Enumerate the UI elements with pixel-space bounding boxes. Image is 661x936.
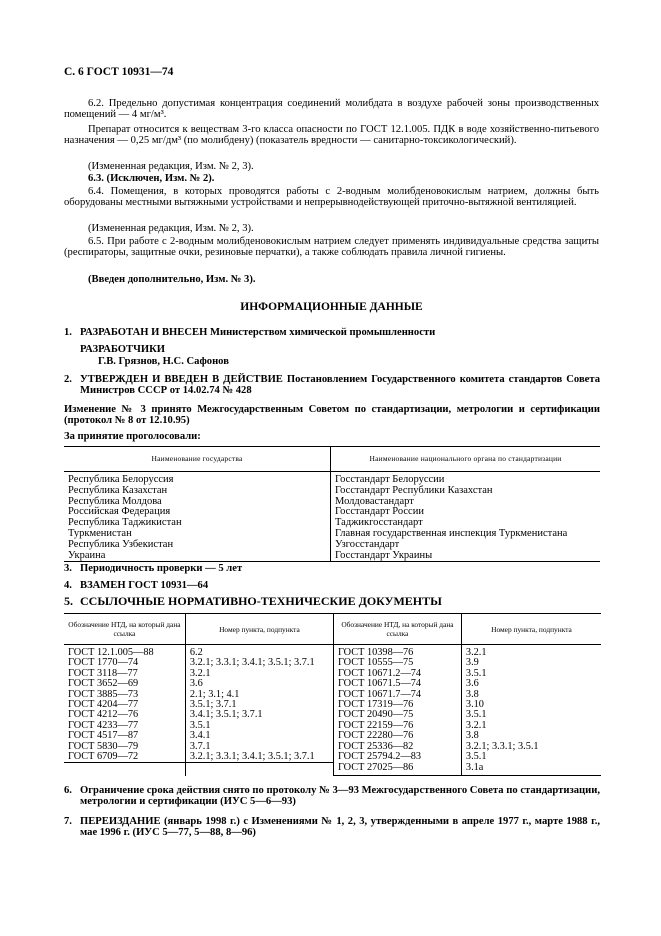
paragraph-6-5: 6.5. При работе с 2-водным молибденовокислым натрием следует применять индивидуальные средства защиты (респираторы, защитные очки, резиновые перчатки), а также соблюдать правила личной гигиены.: [64, 236, 599, 259]
states-table: [64, 446, 600, 562]
clause-cell: 3.8: [465, 730, 479, 742]
table-row: [64, 645, 601, 659]
item-text: ССЫЛОЧНЫЕ НОРМАТИВНО-ТЕХНИЧЕСКИЕ ДОКУМЕНТЫ: [80, 594, 442, 608]
clause-cell: [185, 763, 333, 776]
table-row: [64, 721, 601, 731]
ref-doc-cell: ГОСТ 10555—75: [333, 658, 461, 668]
ref-doc-cell: ГОСТ 4517—87: [64, 731, 185, 741]
ref-doc-cell: ГОСТ 3118—77: [64, 669, 185, 679]
table-row: [64, 742, 601, 752]
standards-body-cell: Таджикгосстандарт: [335, 517, 423, 529]
paragraph-6-4-note: (Измененная редакция, Изм. № 2, 3).: [88, 223, 254, 234]
ref-doc-cell: ГОСТ 22280—76: [333, 731, 461, 741]
ref-doc-cell: ГОСТ 10671.2—74: [333, 669, 461, 679]
clause-cell: 3.10: [465, 699, 484, 711]
info-item-2: [64, 374, 600, 397]
ref-doc-cell: ГОСТ 25794.2—83: [333, 752, 461, 763]
table-row: [64, 752, 601, 763]
item-number: 2.: [64, 374, 72, 385]
table-row: [64, 658, 601, 668]
item-text: Ограничение срока действия снято по протоколу № 3—93 Межгосударственного Совета по стандартизации, метрологии и сертификации (ИУС 5—6—93): [80, 785, 600, 808]
header-clause-1: Номер пункта, подпункта: [185, 614, 333, 645]
clause-cell: 3.8: [465, 688, 479, 700]
ref-doc-cell: ГОСТ 12.1.005—88: [64, 645, 185, 659]
table-row: [64, 472, 600, 486]
clause-cell: 3.5.1: [465, 751, 487, 763]
clause-cell: 3.2.1: [465, 647, 487, 658]
clause-cell: 3.2.1; 3.3.1; 3.4.1; 3.5.1; 3.7.1: [185, 752, 333, 763]
change-3-note: Изменение № 3 принято Межгосударственным Советом по стандартизации, метрологии и сертификации (протокол № 8 от 12.10.95): [64, 404, 600, 427]
item-number: 5.: [64, 594, 73, 608]
info-item-4: [64, 580, 208, 591]
item-text: РАЗРАБОТАН И ВНЕСЕН Министерством химической промышленности: [80, 327, 436, 338]
item-number: 1.: [64, 327, 72, 338]
table-header-row: [64, 614, 601, 645]
clause-cell: 3.2.1: [185, 669, 333, 679]
header-state: Наименование государства: [64, 447, 331, 472]
clause-cell: 3.6: [185, 679, 333, 689]
paragraph-6-3: 6.3. (Исключен, Изм. № 2).: [88, 173, 215, 184]
clause-cell: 3.1а: [461, 763, 601, 776]
table-row: [64, 486, 600, 497]
clause-cell: 3.7.1: [185, 742, 333, 752]
clause-cell: 3.2.1; 3.3.1; 3.4.1; 3.5.1; 3.7.1: [185, 658, 333, 668]
clause-cell: 3.5.1: [465, 709, 487, 721]
standards-body-cell: Госстандарт Республики Казахстан: [335, 484, 493, 496]
clause-cell: 3.4.1; 3.5.1; 3.7.1: [185, 710, 333, 720]
ref-doc-cell: ГОСТ 17319—76: [333, 700, 461, 710]
paragraph-6-4: 6.4. Помещения, в которых проводятся работы с 2-водным молибденовокислым натрием, должны быть оборудованы местными вытяжными устройствами и непрерывнодействующей приточно-вытяжной вентиляцией.: [64, 186, 599, 209]
info-item-5: [64, 596, 442, 607]
info-item-6: [64, 785, 600, 808]
table-row: [64, 540, 600, 551]
table-row: [64, 710, 601, 720]
ref-doc-cell: ГОСТ 27025—86: [333, 763, 461, 776]
paragraph-6-2-note: (Измененная редакция, Изм. № 2, 3).: [88, 161, 254, 172]
item-number: 7.: [64, 816, 72, 827]
ref-doc-cell: ГОСТ 20490—75: [333, 710, 461, 720]
paragraph-6-2-hazard: Препарат относится к веществам 3-го класса опасности по ГОСТ 12.1.005. ПДК в воде хозяйственно-питьевого назначения — 0,25 мг/дм³ (по молибдену) (показатель вредности — санитарно-токсикологический).: [64, 124, 599, 147]
developers-names: Г.В. Грязнов, Н.С. Сафонов: [98, 356, 229, 367]
clause-cell: 6.2: [185, 645, 333, 659]
table-row: [64, 679, 601, 689]
clause-cell: 2.1; 3.1; 4.1: [185, 690, 333, 700]
clause-cell: 3.5.1: [465, 667, 487, 679]
clause-cell: 3.5.1; 3.7.1: [185, 700, 333, 710]
clause-cell: 3.2.1: [465, 719, 487, 731]
item-text: ВЗАМЕН ГОСТ 10931—64: [80, 580, 209, 591]
header-clause-2: Номер пункта, подпункта: [461, 614, 601, 645]
standards-body-cell: Госстандарт Белоруссии: [335, 474, 445, 485]
ref-doc-cell: ГОСТ 22159—76: [333, 721, 461, 731]
header-ref-doc-1: Обозначение НТД, на который дана ссылка: [64, 614, 185, 645]
ref-doc-cell: ГОСТ 1770—74: [64, 658, 185, 668]
standards-body-cell: Госстандарт Украины: [331, 551, 601, 562]
state-name-cell: Украина: [64, 551, 331, 562]
ref-doc-cell: ГОСТ 4233—77: [64, 721, 185, 731]
standards-body-cell: Молдовастандарт: [335, 495, 414, 507]
clause-cell: 3.2.1; 3.3.1; 3.5.1: [465, 740, 539, 752]
item-number: 3.: [64, 563, 72, 574]
info-item-7: [64, 816, 600, 839]
page-header: С. 6 ГОСТ 10931—74: [64, 66, 174, 78]
table-header-row: [64, 447, 600, 472]
ref-doc-cell: ГОСТ 4204—77: [64, 700, 185, 710]
item-text: УТВЕРЖДЕН И ВВЕДЕН В ДЕЙСТВИЕ Постановлением Государственного комитета стандартов Совета Министров СССР от 14.02.74 № 428: [80, 374, 600, 397]
info-item-1: [64, 327, 604, 338]
info-item-3: [64, 563, 242, 574]
state-name-cell: Российская Федерация: [64, 507, 331, 518]
item-text: ПЕРЕИЗДАНИЕ (январь 1998 г.) с Изменениями № 1, 2, 3, утвержденными в апреле 1977 г., марте 1988 г., мае 1996 г. (ИУС 5—77, 5—88, 8—96): [80, 816, 600, 839]
state-name-cell: Туркменистан: [64, 529, 331, 540]
ref-doc-cell: ГОСТ 3652—69: [64, 679, 185, 689]
clause-cell: 3.4.1: [185, 731, 333, 741]
ref-doc-cell: ГОСТ 10398—76: [333, 645, 461, 659]
info-title: ИНФОРМАЦИОННЫЕ ДАННЫЕ: [240, 301, 423, 313]
state-name-cell: Республика Казахстан: [64, 486, 331, 497]
paragraph-6-2: 6.2. Предельно допустимая концентрация соединений молибдата в воздухе рабочей зоны производственных помещений — 4 мг/м³.: [64, 98, 599, 121]
table-row: [64, 700, 601, 710]
state-name-cell: Республика Узбекистан: [64, 540, 331, 551]
clause-cell: 3.6: [465, 678, 479, 690]
table-row: [64, 763, 601, 776]
header-ref-doc-2: Обозначение НТД, на который дана ссылка: [333, 614, 461, 645]
state-name-cell: Республика Таджикистан: [64, 518, 331, 529]
clause-cell: 3.5.1: [185, 721, 333, 731]
ref-doc-cell: ГОСТ 4212—76: [64, 710, 185, 720]
ref-doc-cell: ГОСТ 3885—73: [64, 690, 185, 700]
clause-cell: 3.9: [465, 657, 479, 669]
paragraph-6-5-note: (Введен дополнительно, Изм. № 3).: [88, 274, 256, 285]
ref-doc-cell: ГОСТ 5830—79: [64, 742, 185, 752]
references-table: [64, 613, 601, 776]
table-row: [64, 690, 601, 700]
state-name-cell: Республика Белоруссия: [64, 472, 331, 486]
standards-body-cell: Главная государственная инспекция Туркменистана: [335, 527, 568, 539]
ref-doc-cell: [64, 763, 185, 776]
table-row: [64, 669, 601, 679]
ref-doc-cell: ГОСТ 25336—82: [333, 742, 461, 752]
item-number: 4.: [64, 580, 72, 591]
item-text: Периодичность проверки — 5 лет: [80, 563, 243, 574]
header-standards-body: Наименование национального органа по стандартизации: [331, 447, 601, 472]
voted-label: За принятие проголосовали:: [64, 431, 201, 442]
ref-doc-cell: ГОСТ 6709—72: [64, 752, 185, 763]
table-row: [64, 551, 600, 562]
state-name-cell: Республика Молдова: [64, 497, 331, 508]
standards-body-cell: Узгосстандарт: [335, 538, 400, 550]
standards-body-cell: Госстандарт России: [335, 506, 424, 518]
ref-doc-cell: ГОСТ 10671.7—74: [333, 690, 461, 700]
ref-doc-cell: ГОСТ 10671.5—74: [333, 679, 461, 689]
item-number: 6.: [64, 785, 72, 796]
developers-label: РАЗРАБОТЧИКИ: [80, 344, 166, 355]
